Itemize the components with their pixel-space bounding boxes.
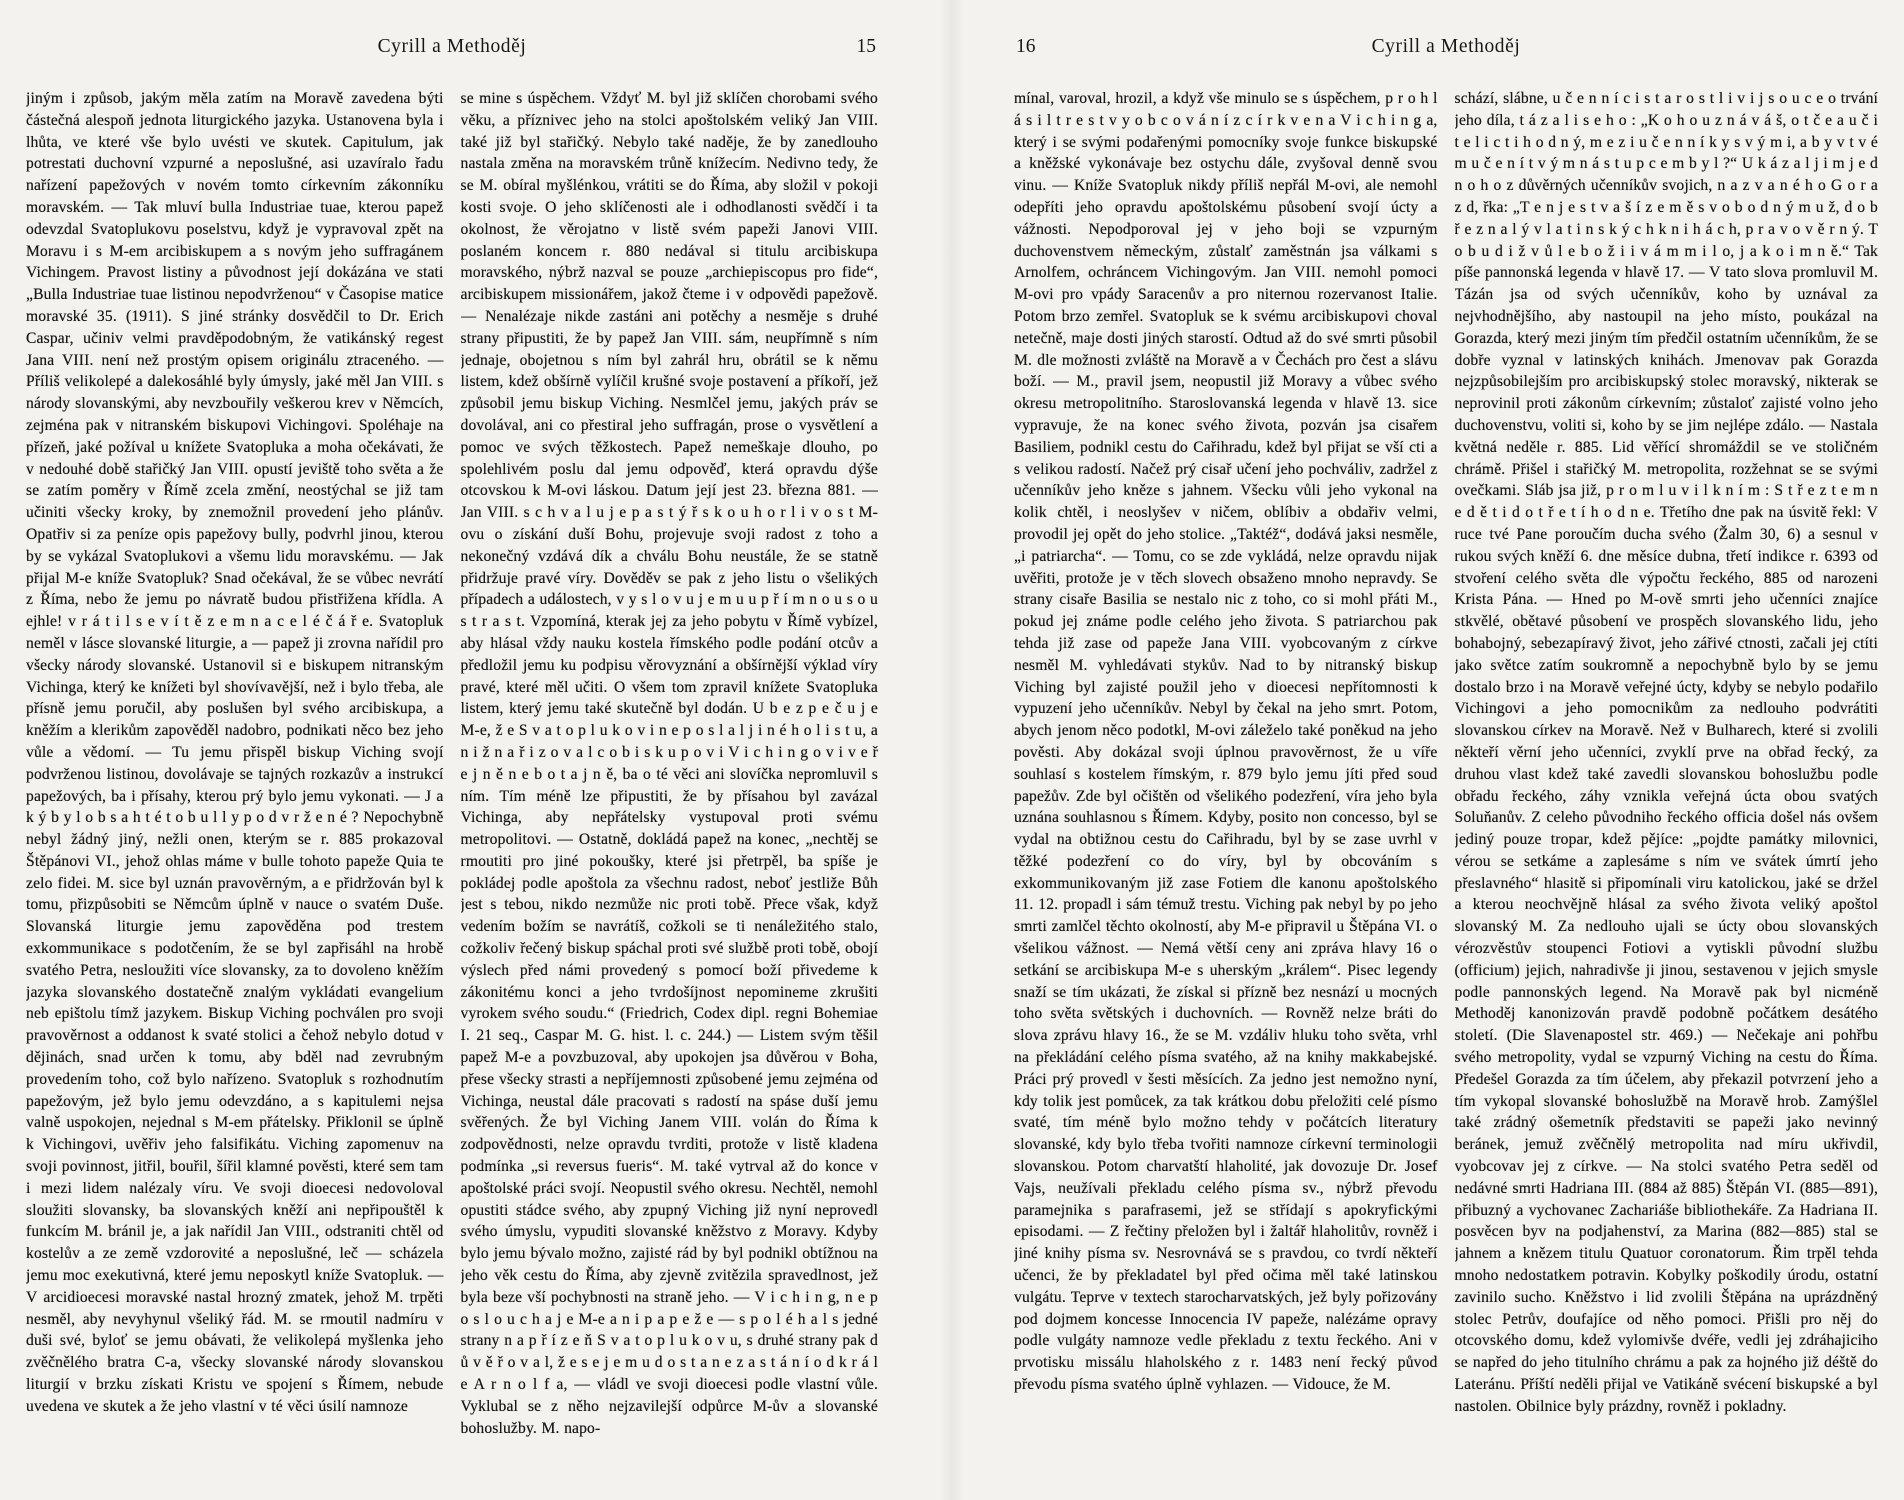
page-number: 15: [856, 36, 876, 57]
text-column: se mine s úspěchem. Vždyť M. byl již sklíčen chorobami svého věku, a příznivec jeho na stolci apoštolském veliký Jan VIII. také již byl stařičký. Nebylo také naděje, že by zanedlouho nastala změna na moravském trůně knížecím. Nedivno tedy, že se M. obíral myšlénkou, vrátiti se do Říma, aby složil v pokoji kosti svoje. O jeho sklíčenosti ale i odhodlanosti svědčí i ta okolnost, že věrojatno v listě svém papeži Janovi VIII. poslaném koncem r. 880 nedával si titulu arcibiskupa moravského, nýbrž nazval se pouze „archiepiscopus pro fide“, arcibiskupem missionářem, jakož čteme i v odpovědi papežově. — Nenalézaje nikde zastáni ani potěchy a nesměje s druhé strany připustiti, že by papež Jan VIII. sám, neupřímně s ním jednaje, obojetnou s ním byl zahrál hru, obrátil se k němu listem, kdež obšírně vylíčil krušné svoje postavení a příkoří, jež způsobil jemu biskup Viching. Nesmlčel jemu, jakých práv se dovolával, ani co přestiral jeho suffragán, prose o vysvětlení a pomoc ve svých těžkostech. Papež nemeškaje dlouho, po spolehlivém poslu dal jemu odpověď, která opravdu dýše otcovskou k M-ovi láskou. Datum její jest 23. března 881. — Jan VIII. s c h v a l u j e p a s t ý ř s k o u h o r l i v o s t M-ovu o získání duší Bohu, projevuje svoji radost z toho a nekonečný vzdává dík a chválu Bohu neustále, že se statně přidržuje pravé víry. Dověděv se pak z jeho listu o všelikých případech a událostech, v y s l o v u j e m u u p ř í m n o u s o u s t r a s t. Vzpomíná, kterak jej za jeho pobytu v Římě vybízel, aby hlásal vždy nauku kostela římského podle podání otcův a předložil jemu ku podpisu věrovyznání a obšírnější výklad víry pravé, které měl učiti. O všem tom zpravil knížete Svatopluka listem, který jemu také skutečně byl dodán. U b e z p e č u j e M-e, ž e S v a t o p l u k o v i n e p o s l a l j i n é h o l i s t u, a n i ž n a ř i z o v a l c o b i s k u p o v i V i c h i n g o v i v e ř e j n ě n e b o t a j n ě, ba o té věci ani slovíčka nepromluvil s ním. Tím méně lze připustiti, že by přísahou byl zavázal Vichinga, aby nepřátelsky vystupoval proti svému metropolitovi. — Ostatně, dokládá papež na konec, „nechtěj se rmoutiti pro jiné pokoušky, které jsi přetrpěl, ba spíše je pokládej podle apoštola za všechnu radost, neboť jestliže Bůh jest s tebou, nikdo nezmůže nic proti tobě. Přece však, když vedením božím se navrátíš, cožkoli se ti nenáležitého stalo, cožkoliv řečený biskup spáchal proti své službě proti tobě, obojí výslech před námi provedený s pomocí boží přivedeme k zákonitému konci a jeho tvrdošíjnost nepomineme zkrušiti vyrokem svého soudu.“ (Friedrich, Codex dipl. regni Bohemiae I. 21 seq., Caspar M. G. hist. l. c. 244.) — Listem svým těšil papež M-e a povzbuzoval, aby upokojen jsa důvěrou v Boha, přese všecky strasti a nepříjemnosti způsobené jemu zejména od Vichinga, neustal dále pracovati s radostí na spáse duší jemu svěřených. Že byl Viching Janem VIII. volán do Říma k zodpovědnosti, nelze opravdu tvrditi, protože v listě kladena podmínka „si reversus fueris“. M. také vytrval až do konce v apoštolské práci svojí. Neopustil svého okresu. Nechtěl, nemohl opustiti stádce svého, aby zpupný Viching již nyní neprovedl svého úmyslu, vypuditi slovanské kněžstvo z Moravy. Kdyby bylo jemu bývalo možno, zajisté rád by byl podnikl obtížnou na jeho věk cestu do Říma, aby zjevně zvitězila spravedlnost, jež byla beze vší pochybnosti na straně jeho. — V i c h i n g, n e p o s l o u c h a j e M-e a n i p a p e ž e — s p o l é h a l s jedné strany n a p ř í z e ň S v a t o p l u k o v u, s druhé strany pak d ů v ě ř o v a l, ž e s e j e m u d o s t a n e z a s t á n í o d k r á l e A r n o l f a, — vládl ve svoji dioecesi podle vlastní vůle. Vyklubal se z něho nejzavilejší odpůrce M-ův a slovanské bohoslužby. M. napo-: [460, 90, 878, 1437]
text-column: jiným i způsob, jakým měla zatím na Moravě zavedena býti částečná alespoň jednota liturgického jazyka. Ustanovena byla i lhůta, ve které vše bylo uvésti ve skutek. Capitulum, jak potrestati duchovní vzpurné a neposlušné, asi uzavíralo řadu nařízení papežových v novém tomto církevním zákonníku moravském. — Tak mluví bulla Industriae tuae, kterou papež odevzdal Svatoplukovu poselstvu, když je vypravoval zpět na Moravu i s M-em arcibiskupem a s novým jeho suffragánem Vichingem. Pravost listiny a původnost její dokázána ve stati „Bulla Industriae tuae listinou nepodvrženou“ v Časopise matice moravské 35. (1911). S jiné stránky dosvědčil to Dr. Erich Caspar, učiniv velmi pravděpodobným, že vatikánský regest Jana VIII. není než prostým opisem originálu ztraceného. — Příliš velikolepé a dalekosáhlé byly úmysly, jaké měl Jan VIII. s národy slovanskými, aby nevzbouřily veškerou krev v Němcích, zejména pak v nitranském biskupovi Vichingovi. Spoléhaje na přízeň, jaké požíval u knížete Svatopluka a moha očekávati, že v nedouhé době stařičký Jan VIII. opustí jeviště toho světa a že se zatím poměry v Římě zcela změní, neostýchal se již tam učiniti všecky kroky, by znemožnil provedení jeho plánův. Opatřiv si za peníze opis papežovy bully, podvrhl jinou, kterou by se vykázal Svatoplukovi a všemu lidu moravskému. — Jak přijal M-e kníže Svatopluk? Snad očekával, že se vůbec nevrátí z Říma, nebo že jemu po návratě budou přistřižena křídla. A ejhle! v r á t i l s e v í t ě z e m n a c e l é č á ř e. Svatopluk neměl v lásce slovanské liturgie, a — papež ji zrovna nařídil pro všecky národy slovanské. Ustanovil si e biskupem nitranským Vichinga, který ke knížeti byl shovívavější, než i bylo třeba, ale přísně jemu poručil, aby poslušen byl svého arcibiskupa, a kněžím a klerikům zapověděl nadobro, podnikati něco bez jeho vůle a vědomí. — Tu jemu přispěl biskup Viching svojí podvrženou listinou, dovolávaje se tajných rozkazův a instrukcí papežových, ba i přísahy, kterou prý bylo jemu vykonati. — J a k ý b y l o b s a h t é t o b u l l y p o d v r ž e n é ? Nepochybně nebyl žádný jiný, nežli onen, kterým se r. 885 prokazoval Štěpánovi VI., jehož ohlas máme v bulle tohoto papeže Quia te zelo fidei. M. sice byl uznán pravověrným, a e přidržován byl k tomu, přizpůsobiti se Němcům úplně v nauce o svatém Duše. Slovanská liturgie jemu zapověděna pod trestem exkommunikace s podotčením, že se byl zapřisáhl na hrobě svatého Petra, nesloužiti více slovansky, za to dovoleno kněžím jazyka slovanského dostatečně znalým vykládati evangelium neb epištolu tímž jazykem. Biskup Viching pochválen pro svoji pravověrnost a oddanost k svaté stolici a čehož nebylo dotud v dějinách, snad určen k tomu, aby bděl nad zevrubným provedením toho, což bylo nařízeno. Svatopluk s rozhodnutím papežovým, jež bylo jemu odevzdáno, a s kapitulemi nejsa valně uspokojen, nejednal s M-em přátelsky. Přiklonil se úplně k Vichingovi, uvěřiv jeho falsifikátu. Viching zapomenuv na svoji povinnost, jitřil, bouřil, šířil klamné pověsti, které sem tam i mezi lidem nalézaly víru. Ve svoji dioecesi nedovoloval sloužiti slovansky, ba slovanských kněží ani nepřipouštěl k funkcím M. bránil je, a jak nařídil Jan VIII., odstraniti chtěl od kostelův a ze země vzdorovité a neposlušné, leč — scházela jemu moc exekutivná, které jemu neposkytl kníže Svatopluk. — V arcidioecesi moravské nastal hrozný zmatek, jehož M. trpěti nesměl, aby nevyhynul všeliký řád. M. se rmoutil nadmíru v duši své, byloť se jemu obávati, že velikolepá myšlenka jeho zvěčnělého bratra C-a, všecky slovanské národy slovanskou liturgií v brzku získati Kristu ve spojení s Římem, nebude uvedena ve skutek a že jeho vlastní v té věci úsilí namnoze: [26, 90, 444, 1415]
page-16-columns: [1014, 88, 1878, 1480]
running-title: Cyrill a Methoděj: [1371, 36, 1521, 57]
text-column: mínal, varoval, hrozil, a když vše minulo se s úspěchem, p r o h l á s i l t r e s t v y o b c o v á n í z c í r k v e n a V i c h i n g a, který i se svými podařenými pomocníky svoje funkce biskupské a kněžské vykonávaje bez ostychu dále, zvyšoval denně svou vinu. — Kníže Svatopluk nikdy příliš nepřál M-ovi, ale nemohl odepříti jeho opravdu apoštolskému působení svojí úcty a vážnosti. Nepodporoval jej v jeho boji se vzpurným duchovenstvem německým, zůstalť zaměstnán jsa válkami s Arnolfem, ochráncem Vichingovým. Jan VIII. nemohl pomoci M-ovi pro vpády Saracenův a pro niternou rozervanost Italie. Potom brzo zemřel. Svatopluk se k svému arcibiskupovi choval netečně, maje dosti jiných starostí. Odtud až do své smrti působil M. dle možnosti zvláště na Moravě a v Čechách pro čest a slávu boží. — M., pravil jsem, neopustil již Moravy a vůbec svého okresu metropolitního. Staroslovanská legenda v hlavě 13. sice vypravuje, že na konec svého života, pozván jsa cisařem Basiliem, podnikl cestu do Cařihradu, kdež byl přijat se vší cti a s velikou radostí. Načež prý cisař učení jeho pochváliv, zadržel z učenníkův jeho kněze s jahnem. Všecku vůli jeho vykonal na kolik chtěl, i neoslyšev v ničem, oblíbiv a obdařiv velmi, provodil jej opět do jeho stolice. „Taktéž“, dodává jaksi nesměle, „i patriarcha“. — Tomu, co se zde vykládá, nelze opravdu nijak uvěřiti, protože je v těch slovech obsaženo mnoho nepravdy. Se strany cisaře Basilia se nestalo nic z toho, co si mohl přáti M., pokud jej známe podle celého jeho života. S patriarchou pak tehda již zase od papeže Jana VIII. vyobcovaným z církve nesměl M. vyhledávati stykův. Nad to by nitranský biskup Viching byl zajisté použil jeho v dioecesi nepřítomnosti k vypuzení jeho učenníkův. Nebyl by čekal na jeho smrt. Potom, abych jenom něco podotkl, M-ovi záleželo také poněkud na jeho pověsti. Aby dokázal svoji úplnou pravověrnost, že u víře souhlasí s kostelem římským, r. 879 bylo jemu jíti před soud papežův. Zde byl očištěn od všelikého podezření, víra jeho byla uznána souhlasnou s Římem. Kdyby, posito non concesso, byl se vydal na obtižnou cestu do Cařihradu, byl by se zase uvrhl v těžké podezření co do víry, byl by obcováním s exkommunikovaným již zase Fotiem dle kanonu apoštolského 11. 12. propadl i sám témuž trestu. Viching pak nebyl by po jeho smrti zamlčel těchto okolností, aby M-e připravil u Štěpána VI. o všelikou vážnost. — Nemá větší ceny ani zpráva hlavy 16 o setkání se arcibiskupa M-e s uherským „králem“. Pisec legendy snaží se tím ukázati, že získal si přízně bez nesnází u mocných toho světa světských i duchovních. — Rovněž nelze bráti do slova zprávu hlavy 16., že se M. vzdáliv hluku toho světa, vrhl na překládání celého písma svatého, až na knihy makkabejské. Práci prý provedl v šesti měsících. Za jedno jest nemožno nyní, kdy tolik jest pomůcek, za tak krátkou dobu přeložiti celé písmo svaté, tím méně bylo možno tehdy v počátcích literatury slovanské, kdy bylo třeba tvořiti namnoze církevní terminologii slovanskou. Potom charvatští hlaholité, jak dovozuje Dr. Josef Vajs, neužívali překladu celého písma sv., nýbrž převodu paramejnika s parafrasemi, jež se střídají s apokryfickými episodami. — Z řečtiny přeložen byl i žaltář hlaholitův, rovněž i jiné knihy písma sv. Nesrovnává se s pravdou, co tvrdí někteří učenci, že by překladatel byl před očima měl také latinskou vulgátu. Teprve v textech starocharvatských, jež byly pořizovány pod dojmem koncesse Innocencia IV papeže, nalézáme opravy podle vulgáty namnoze vedle překladu z textu řeckého. Ani v prvotisku missálu hlaholského z r. 1483 není řecký původ převodu písma svatého úplně vyhlazen. — Vidouce, že M.: [1014, 90, 1438, 1394]
page-16: [952, 0, 1904, 1500]
page-15-header: [26, 36, 878, 66]
text-column: schází, slábne, u č e n n í c i s t a r o s t l i v i j s o u c e o trvání jeho díla, t á z a l i s e h o : „K o h o u z n á v á š, o t č e a u č i t e l i c t i h o d n ý, m e z i u č e n n í k y s v ý m i, a b y v t v é m u č e n í t v ý m n á s t u p c e m b y l ?“ U k á z a l j i m j e d n o h o z důvěrných učenníkův svojich, n a z v a n é h o G o r a z d, řka: „T e n j e s t v a š í z e m ě s v o b o d n ý m u ž, d o b ř e z n a l ý v l a t i n s k ý c h k n i h á c h, p r a v o v ě r n ý. T o b u d i ž v ů l e b o ž i i v á m m i l o, j a k o i m n ě.“ Tak píše pannonská legenda v hlavě 17. — V tato slova promluvil M. Tázán jsa od svých učenníkův, koho by uznával za nejvhodnějšího, aby nastoupil na jeho místo, poukázal na Gorazda, který mezi jiným tím předčil ostatním učenníkům, že se dobře vyznal v latinských knihách. Jmenovav pak Gorazda nejzpůsobilejším pro arcibiskupský stolec moravský, nikterak se neprovinil proti zákonům církevním; zůstaloť zajisté volno jeho duchovenstvu, voliti si, koho by se jim nejlépe zdálo. — Nastala květná neděle r. 885. Lid věřící shromáždil se ve stoličném chrámě. Přišel i stařičký M. metropolita, rozžehnat se se svými ovečkami. Sláb jsa již, p r o m l u v i l k n í m : S t ř e z t e m n e d ě t i d o t ř e t í h o d n e. Třetího dne pak na úsvitě řekl: V ruce tvé Pane poroučím ducha svého (Žalm 30, 6) a sesnul v rukou svých kněží 6. dne měsíce dubna, třetí indikce r. 6393 od stvoření celého světa dle výpočtu řeckého, 885 od narozeni Krista Pána. — Hned po M-ově smrti jeho učenníci znajíce stkvělé, obětavé působení ve prospěch slovanského lidu, jeho bohabojný, sebezapíravý život, jeho zářivé ctnosti, začali jej ctíti jako světce zatím soukromně a nepochybně bylo by se jemu dostalo brzo i na Moravě veřejné úcty, kdyby se nebylo podařilo Vichingovi a jeho pomocnikům za nedlouho podvrátiti slovanskou církev na Moravě. Než v Bulharech, které si zvolili někteří věrní jeho učenníci, zvyklí prve na obřad řecký, za druhou vlast kdež také zavedli slovanskou bohoslužbu podle obřadu řeckého, záhy vznikla veřejná úcta obou svatých Soluňanův. Z celeho původniho řeckého officia došel nás ovšem jediný pouze tropar, kdež pějíce: „pojdte památky milovnici, vérou se setkáme a zaplesáme s ním ve svátek úmrtí jeho přeslavného“ hlasitě si připomínali viru katolickou, jaké se držel a kterou neochvějně hlásal za svého života veliký apoštol slovanský M. Za nedlouho ujali se úcty obou slovanských vérozvěstův stoupenci Fotiovi a vytiskli původní službu (officium) jejich, nahradivše ji jinou, sestavenou v jejich smysle podle pannonských legend. Na Moravě pak byl nicméně Methoděj kanonizován pravdě podobně počátkem desátého století. (Die Slavenapostel str. 469.) — Nečekaje ani pohřbu svého metropolity, vydal se vzpurný Viching na cestu do Říma. Předešel Gorazda za tím účelem, aby překazil potvrzení jeho a tím vykopal slovanské bohoslužbě na Moravě hrob. Zamýšlel také zrádný ošemetník představiti se papeži jako nevinný beránek, jemuž zvěčnělý metropolita nad míru ukřivdil, vyobcovav jej z církve. — Na stolci svatého Petra seděl od nedávné smrti Hadriana III. (884 až 885) Štěpán VI. (885—891), přibuzný a vychovanec Zachariáše bibliothekáře. Za Hadriana II. posvěcen byv na podjahenství, za Marina (882—885) stal se jahnem a knězem titulu Quatuor coronatorum. Řim trpěl tehda mnoho nedostatkem potravin. Kobylky poškodily úrodu, ostatní zavinilo sucho. Kněžstvo i lid zvolili Štěpána na uprázdněný stolec Petrův, doufajíce od něho pomoci. Přišli pro něj do otcovského domu, kdež vylomivše dvéře, vedli jej zdráhajiciho se napřed do jeho titulního chrámu a pak za hojného již déště do Lateránu. Příští neděli přijal ve Vatikáně svécení biskupské a byl nastolen. Obilnice byly prázdny, rovněž i pokladny.: [1454, 90, 1878, 1415]
page-15-columns: [26, 88, 878, 1480]
page-16-header: [1014, 36, 1878, 66]
running-title: Cyrill a Methoděj: [377, 36, 527, 57]
page-number: 16: [1016, 36, 1036, 57]
